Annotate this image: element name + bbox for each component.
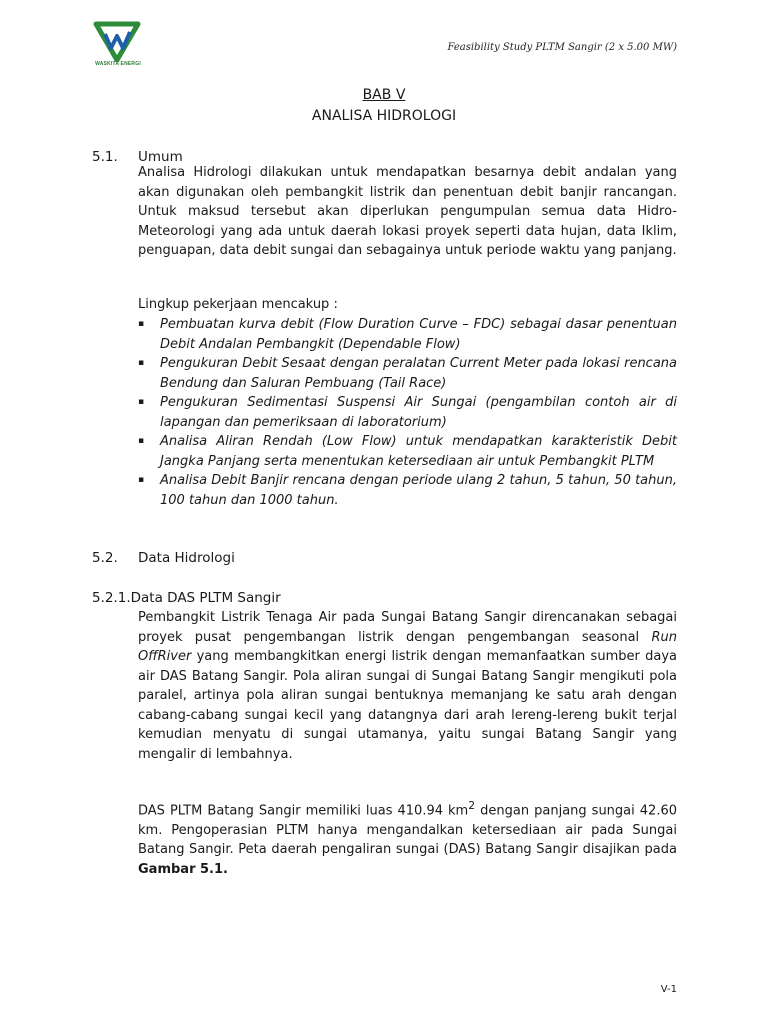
section-number: 5.1. [92, 149, 118, 165]
chapter-title: ANALISA HIDROLOGI [311, 108, 457, 124]
section-5-2-heading [92, 550, 235, 566]
section-title: Umum [138, 149, 183, 165]
section-5-2-1-paragraph-2: DAS PLTM Batang Sangir memiliki luas 410.94 $km^2$ dengan panjang sungai 42.60 km. Pengoperasian PLTM hanya mengandalkan ketersediaan air pada Sungai Batang Sangir. Peta daerah pengaliran sungai (DAS) Batang Sangir disajikan pada Gambar 5.1. [138, 799, 677, 877]
section-5-2-1-heading: 5.2.1.Data DAS PLTM Sangir [92, 590, 281, 606]
list-item: ▪ Analisa Debit Banjir rencana dengan periode ulang 2 tahun, 5 tahun, 50 tahun, 100 tahun dan 1000 tahun. [138, 473, 677, 508]
bullet-icon: ▪ [138, 436, 145, 446]
section-5-2-1-paragraph-1: Pembangkit Listrik Tenaga Air pada Sungai Batang Sangir direncanakan sebagai proyek pusat pengembangan listrik dengan pengembangan seasonal Run OffRiver yang membangkitkan energi listrik dengan memanfaatkan sumber daya air DAS Batang Sangir. Pola aliran sungai di Sungai Batang Sangir mengikuti pola paralel, artinya pola aliran sungai bentuknya memanjang ke satu arah dengan cabang-cabang sungai kecil yang datangnya dari arah lereng-lereng bukit terjal kemudian menyatu di sungai utamanya, yaitu sungai Batang Sangir yang mengalir di lembahnya. [138, 610, 677, 762]
bullet-icon: ▪ [138, 475, 145, 485]
bullet-icon: ▪ [138, 319, 145, 329]
section-5-1-paragraph: Analisa Hidrologi dilakukan untuk mendapatkan besarnya debit andalan yang akan digunakan oleh pembangkit listrik dan penentuan debit banjir rancangan. Untuk maksud tersebut akan diperlukan pengumpulan semua data Hidro-Meteorologi yang ada untuk daerah lokasi proyek seperti data hujan, data Iklim, penguapan, data debit sungai dan sebagainya untuk periode waktu yang panjang. [138, 165, 677, 258]
figure-reference: Gambar 5.1. [138, 861, 228, 877]
list-item: ▪ Analisa Aliran Rendah (Low Flow) untuk mendapatkan karakteristik Debit Jangka Panjang serta menentukan ketersediaan air untuk Pembangkit PLTM [138, 434, 677, 469]
emphasis-term: Run OffRiver [138, 629, 677, 664]
chapter-number: BAB V [362, 87, 406, 103]
list-item: ▪ Pembuatan kurva debit (Flow Duration Curve – FDC) sebagai dasar penentuan Debit Andalan Pembangkit (Dependable Flow) [138, 317, 677, 352]
page-number: V-1 [660, 984, 677, 995]
list-item: ▪ Pengukuran Sedimentasi Suspensi Air Sungai (pengambilan contoh air di lapangan dan pemeriksaan di laboratorium) [138, 395, 677, 430]
scope-intro: Lingkup pekerjaan mencakup : [138, 297, 338, 312]
list-item: ▪ Pengukuran Debit Sesaat dengan peralatan Current Meter pada lokasi rencana Bendung dan Saluran Pembuang (Tail Race) [138, 356, 677, 391]
section-title: Data Hidrologi [138, 550, 235, 566]
logo-caption: WASKITA ENERGI [95, 61, 141, 67]
document-header-note: Feasibility Study PLTM Sangir (2 x 5.00 MW) [447, 42, 677, 53]
waskita-logo-icon [92, 20, 142, 62]
bullet-icon: ▪ [138, 397, 145, 407]
bullet-icon: ▪ [138, 358, 145, 368]
section-number: 5.2. [92, 550, 118, 566]
superscript: 2 [468, 799, 476, 812]
scope-list [138, 315, 677, 510]
